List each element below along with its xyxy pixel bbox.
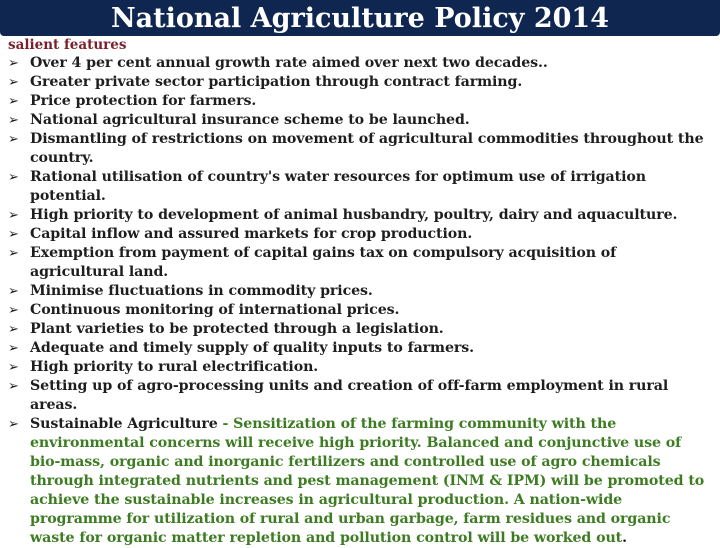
arrow-bullet-icon: ➢ — [8, 341, 19, 356]
slide-subtitle: salient features — [8, 37, 127, 53]
features-list — [8, 54, 714, 548]
arrow-bullet-icon: ➢ — [8, 360, 19, 375]
list-item — [8, 54, 714, 73]
item-text: Setting up of agro-processing units and creation of off-farm employment in rural areas. — [30, 378, 669, 413]
item-separator: - — [217, 416, 234, 432]
item-text: Greater private sector participation through contract farming. — [30, 74, 523, 90]
arrow-bullet-icon: ➢ — [8, 56, 19, 71]
item-text: High priority to development of animal husbandry, poultry, dairy and aquaculture. — [30, 207, 678, 223]
arrow-bullet-icon: ➢ — [8, 75, 19, 90]
arrow-bullet-icon: ➢ — [8, 379, 19, 394]
slide-title: National Agriculture Policy 2014 — [110, 3, 609, 34]
list-item-sustainable-agriculture — [8, 415, 714, 548]
item-heading: Sustainable Agriculture — [30, 416, 218, 432]
list-item — [8, 130, 714, 168]
list-item — [8, 358, 714, 377]
list-item — [8, 377, 714, 415]
list-item — [8, 339, 714, 358]
item-text: Price protection for farmers. — [30, 93, 257, 109]
item-body: Sensitization of the farming community with the environmental concerns will receive high priority. Balanced and conjunctive use of bio-mass, organic and inorganic fertilizers and controlled use of agro chemicals through integrated nutrients and pest management (INM & IPM) will be promoted to achieve the sustainable increases in agricultural production. A nation-wide programme for utilization of rural and urban garbage, farm residues and organic waste for organic matter repletion and pollution control will be worked out — [30, 416, 705, 546]
item-text: Adequate and timely supply of quality inputs to farmers. — [30, 340, 474, 356]
list-item — [8, 92, 714, 111]
list-item — [8, 282, 714, 301]
item-text: Continuous monitoring of international prices. — [30, 302, 400, 318]
list-item — [8, 168, 714, 206]
arrow-bullet-icon: ➢ — [8, 322, 19, 337]
list-item — [8, 301, 714, 320]
arrow-bullet-icon: ➢ — [8, 227, 19, 242]
list-item — [8, 73, 714, 92]
item-text: Rational utilisation of country's water resources for optimum use of irrigation potential. — [30, 169, 646, 204]
arrow-bullet-icon: ➢ — [8, 94, 19, 109]
item-text: Exemption from payment of capital gains tax on compulsory acquisition of agricultural land. — [30, 245, 617, 280]
list-item — [8, 206, 714, 225]
item-text: Over 4 per cent annual growth rate aimed over next two decades.. — [30, 55, 548, 71]
list-item — [8, 320, 714, 339]
list-item — [8, 225, 714, 244]
arrow-bullet-icon: ➢ — [8, 284, 19, 299]
list-item — [8, 111, 714, 130]
arrow-bullet-icon: ➢ — [8, 132, 19, 147]
arrow-bullet-icon: ➢ — [8, 246, 19, 261]
arrow-bullet-icon: ➢ — [8, 113, 19, 128]
arrow-bullet-icon: ➢ — [8, 417, 19, 432]
item-text: Plant varieties to be protected through a legislation. — [30, 321, 444, 337]
item-text: High priority to rural electrification. — [30, 359, 319, 375]
item-text: Minimise fluctuations in commodity prices. — [30, 283, 373, 299]
arrow-bullet-icon: ➢ — [8, 208, 19, 223]
list-item — [8, 244, 714, 282]
item-text: Capital inflow and assured markets for crop production. — [30, 226, 473, 242]
item-text: National agricultural insurance scheme to be launched. — [30, 112, 470, 128]
arrow-bullet-icon: ➢ — [8, 303, 19, 318]
item-text: Dismantling of restrictions on movement of agricultural commodities throughout the country. — [30, 131, 704, 166]
item-end: . — [622, 530, 627, 546]
arrow-bullet-icon: ➢ — [8, 170, 19, 185]
